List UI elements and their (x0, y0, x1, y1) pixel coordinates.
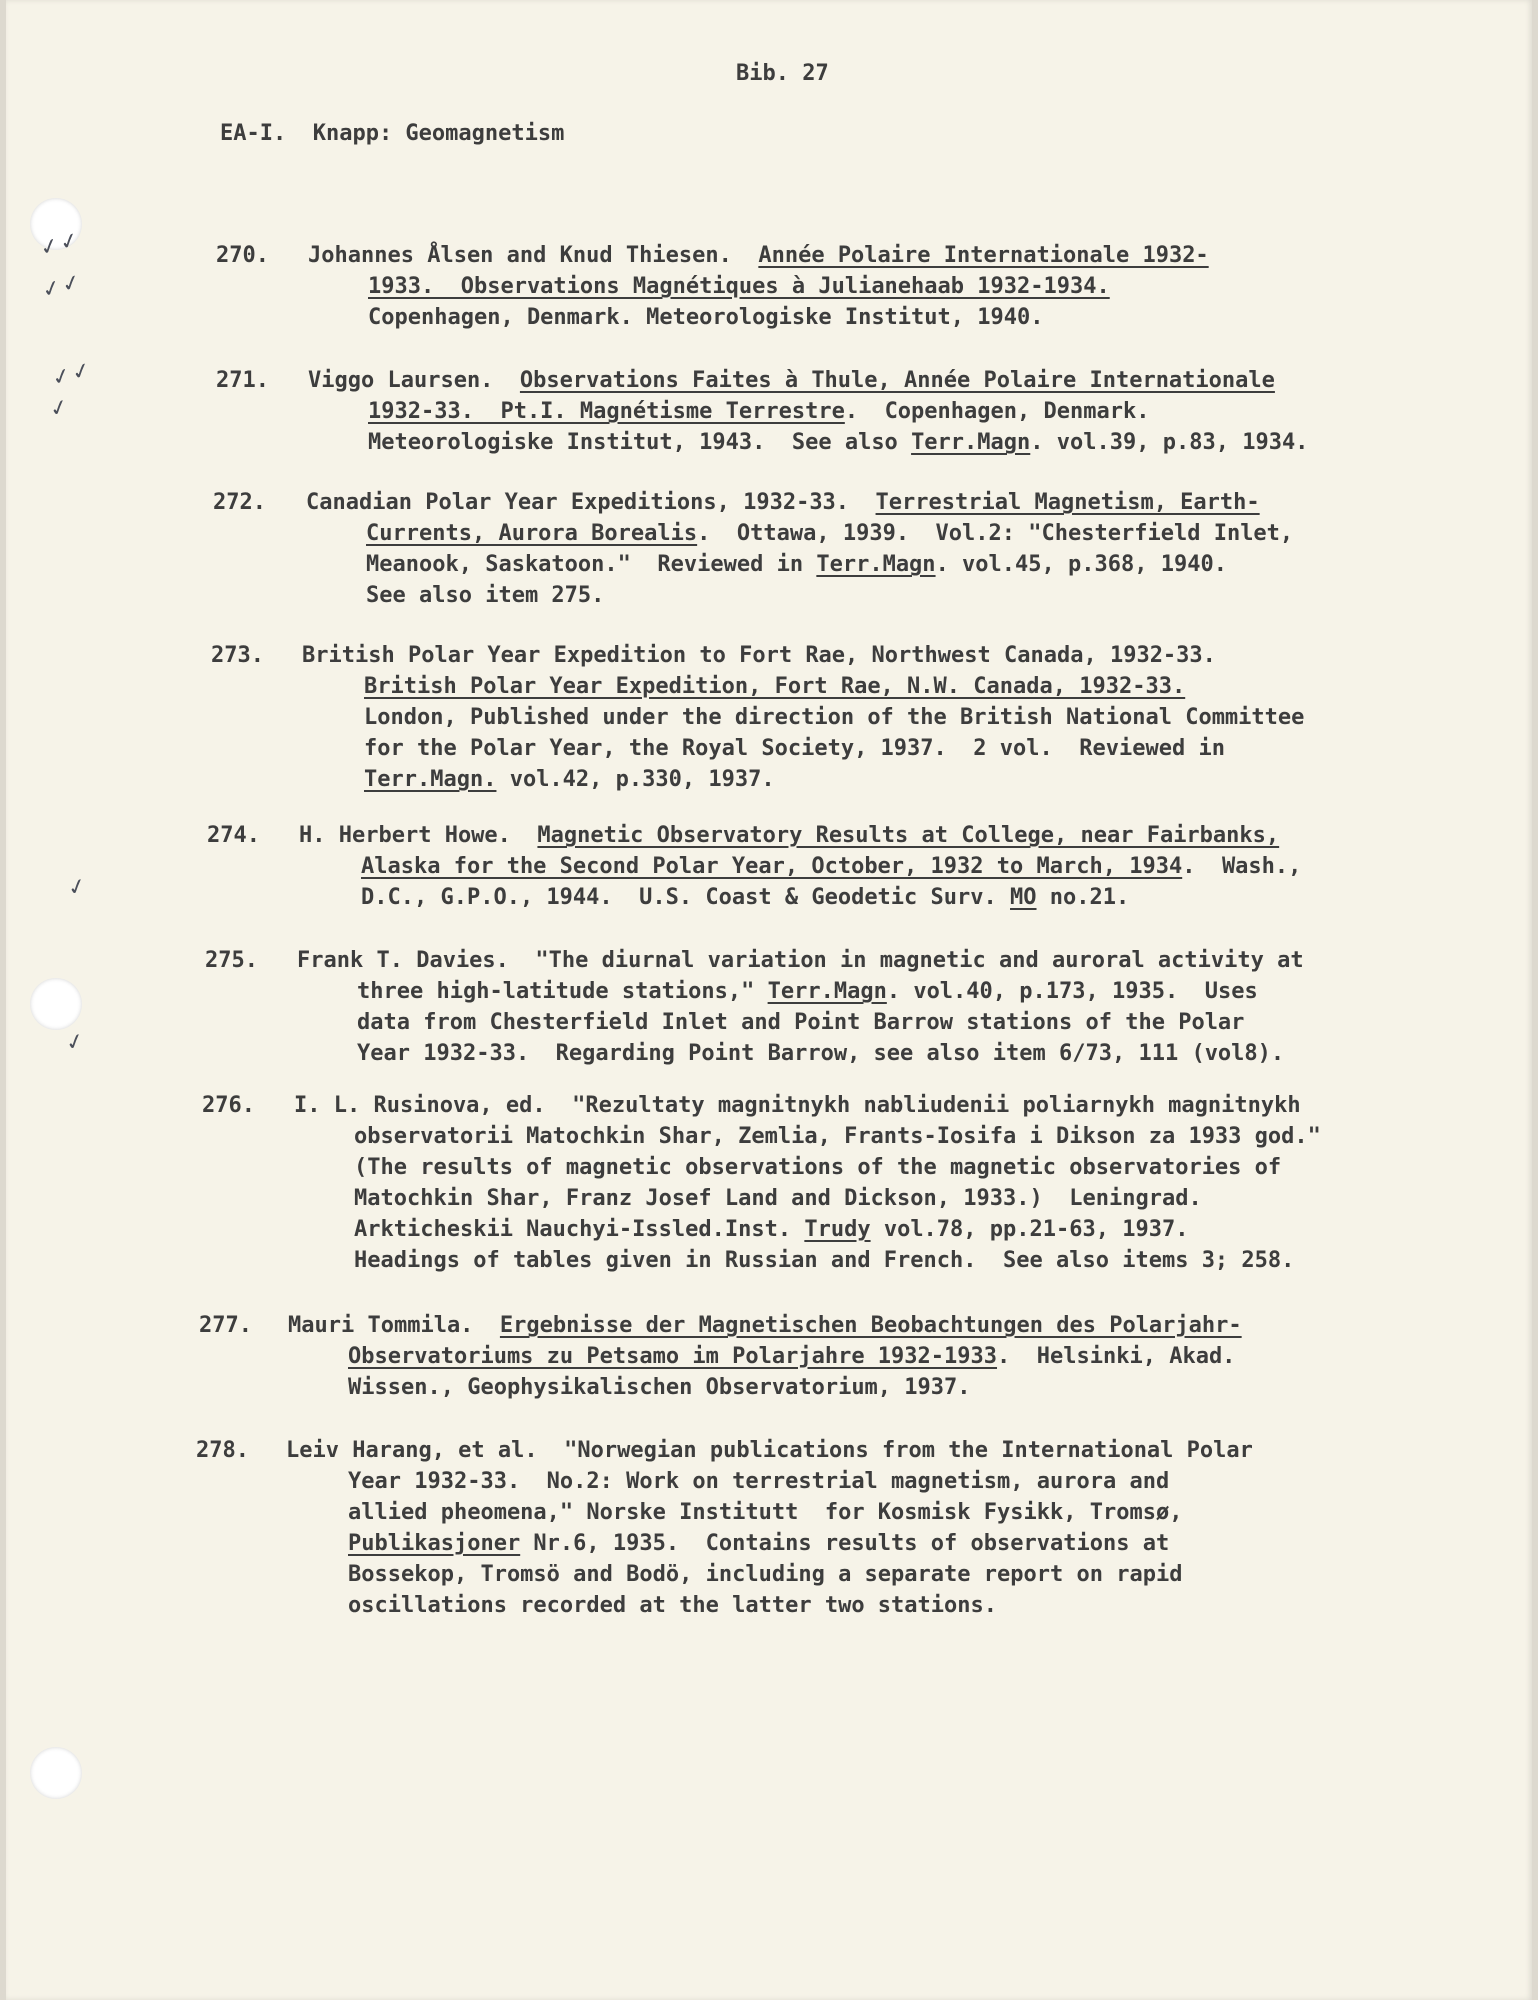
entry-number: 275. (205, 948, 258, 973)
entry-text: . Wash., (1182, 854, 1302, 879)
entry-text: I. L. Rusinova, ed. "Rezultaty magnitnykh nabliudenii poliarnykh magnitnykh (294, 1093, 1301, 1118)
entry-line (354, 1121, 1321, 1152)
entry-line (366, 518, 1293, 549)
entry-text: vol.42, p.330, 1937. (496, 767, 775, 792)
entry-line (308, 365, 1275, 396)
entry-text: data from Chesterfield Inlet and Point Barrow stations of the Polar (357, 1010, 1245, 1035)
entry-text: Meteorologiske Institut, 1943. See also (368, 430, 912, 455)
entry-text: Canadian Polar Year Expeditions, 1932-33. (306, 490, 876, 515)
entry-line (368, 396, 1149, 427)
entry-text: . vol.45, p.368, 1940. (935, 552, 1227, 577)
entry-text: vol.78, pp.21-63, 1937. (870, 1217, 1189, 1242)
entry-line (366, 580, 604, 611)
entry-line (348, 1466, 1169, 1497)
entry-line (361, 882, 1129, 913)
entry-text: Meanook, Saskatoon." Reviewed in (366, 552, 817, 577)
entry-text: Copenhagen, Denmark. Meteorologiske Institut, 1940. (368, 305, 1044, 330)
binder-hole (30, 1747, 82, 1799)
entry-text: three high-latitude stations," (357, 979, 768, 1004)
check-mark: ✓✓ (37, 227, 84, 262)
entry-text: . vol.39, p.83, 1934. (1030, 430, 1309, 455)
entry-text: Viggo Laursen. (308, 368, 520, 393)
entry-line (348, 1372, 971, 1403)
entry-line (348, 1590, 997, 1621)
underlined-title: MO (1010, 885, 1037, 910)
underlined-title: 1932-33. Pt.I. Magnétisme Terrestre (368, 399, 845, 424)
entry-number: 273. (211, 643, 264, 668)
entry-line (348, 1341, 1235, 1372)
entry-line (294, 1090, 1301, 1121)
entry-text: Mauri Tommila. (288, 1313, 500, 1338)
underlined-title: British Polar Year Expedition, Fort Rae, N.W. Canada, 1932-33. (364, 674, 1186, 699)
entry-text: Nr.6, 1935. Contains results of observations at (520, 1531, 1170, 1556)
entry-text: for the Polar Year, the Royal Society, 1937. 2 vol. Reviewed in (364, 736, 1225, 761)
entry-line (306, 487, 1260, 518)
binder-hole (30, 978, 82, 1030)
entry-text: allied pheomena," Norske Institutt for Kosmisk Fysikk, Tromsø, (348, 1500, 1183, 1525)
entry-text: no.21. (1036, 885, 1130, 910)
entry-number: 277. (199, 1313, 252, 1338)
check-mark: ✓ (63, 1027, 90, 1058)
entry-number: 272. (213, 490, 266, 515)
section-header: EA-I. Knapp: Geomagnetism (220, 121, 565, 146)
entry-line (299, 820, 1279, 851)
document-page (6, 0, 1532, 2000)
entry-line (368, 427, 1308, 458)
entry-number: 278. (196, 1438, 249, 1463)
check-mark: ✓ (65, 872, 92, 903)
entry-text: Arkticheskii Nauchyi-Issled.Inst. (354, 1217, 805, 1242)
entry-line (357, 976, 1258, 1007)
entry-line (354, 1152, 1281, 1183)
entry-text: D.C., G.P.O., 1944. U.S. Coast & Geodetic Surv. (361, 885, 1011, 910)
entry-line (302, 640, 1216, 671)
entry-text: Johannes Ålsen and Knud Thiesen. (308, 243, 759, 268)
underlined-title: Terr.Magn (767, 979, 887, 1004)
entry-text: Frank T. Davies. "The diurnal variation in magnetic and auroral activity at (297, 948, 1304, 973)
entry-line (354, 1245, 1294, 1276)
entry-text: oscillations recorded at the latter two stations. (348, 1593, 998, 1618)
entry-text: H. Herbert Howe. (299, 823, 538, 848)
entry-line (368, 271, 1110, 302)
entry-line (354, 1214, 1188, 1245)
check-mark: ✓✓ (39, 269, 86, 304)
entry-text: . Helsinki, Akad. (997, 1344, 1236, 1369)
check-mark: ✓ (47, 393, 74, 424)
entry-number: 276. (202, 1093, 255, 1118)
entry-line (364, 702, 1304, 733)
entry-text: London, Published under the direction of the British National Committee (364, 705, 1305, 730)
entry-text: . vol.40, p.173, 1935. Uses (886, 979, 1258, 1004)
entry-text: Bossekop, Tromsö and Bodö, including a separate report on rapid (348, 1562, 1183, 1587)
entry-text: observatorii Matochkin Shar, Zemlia, Frants-Iosifa i Dikson za 1933 god." (354, 1124, 1321, 1149)
entry-text: Leiv Harang, et al. "Norwegian publications from the International Polar (286, 1438, 1253, 1463)
entry-line (286, 1435, 1253, 1466)
entry-text: Matochkin Shar, Franz Josef Land and Dickson, 1933.) Leningrad. (354, 1186, 1202, 1211)
underlined-title: Alaska for the Second Polar Year, October, 1932 to March, 1934 (361, 854, 1183, 879)
underlined-title: Magnetic Observatory Results at College, near Fairbanks, (537, 823, 1280, 848)
underlined-title: Currents, Aurora Borealis (366, 521, 698, 546)
entry-line (364, 671, 1185, 702)
underlined-title: Terr.Magn (816, 552, 936, 577)
underlined-title: Ergebnisse der Magnetischen Beobachtungen des Polarjahr- (499, 1313, 1242, 1338)
entry-line (308, 240, 1209, 271)
entry-text: (The results of magnetic observations of the magnetic observatories of (354, 1155, 1282, 1180)
page-number: Bib. 27 (736, 61, 829, 86)
underlined-title: Année Polaire Internationale 1932- (758, 243, 1209, 268)
underlined-title: Observations Faites à Thule, Année Polaire Internationale (519, 368, 1275, 393)
entry-line (357, 1038, 1284, 1069)
entry-line (288, 1310, 1242, 1341)
underlined-title: Observatoriums zu Petsamo im Polarjahre 1932-1933 (348, 1344, 998, 1369)
underlined-title: Terrestrial Magnetism, Earth- (875, 490, 1260, 515)
entry-line (354, 1183, 1202, 1214)
entry-text: Wissen., Geophysikalischen Observatorium, 1937. (348, 1375, 971, 1400)
entry-line (368, 302, 1044, 333)
underlined-title: Trudy (804, 1217, 871, 1242)
entry-line (348, 1497, 1182, 1528)
entry-text: British Polar Year Expedition to Fort Rae, Northwest Canada, 1932-33. (302, 643, 1216, 668)
underlined-title: 1933. Observations Magnétiques à Julianehaab 1932-1934. (368, 274, 1110, 299)
underlined-title: Terr.Magn. (364, 767, 497, 792)
entry-line (297, 945, 1304, 976)
entry-line (348, 1559, 1182, 1590)
entry-line (348, 1528, 1169, 1559)
entry-line (361, 851, 1301, 882)
underlined-title: Terr.Magn (911, 430, 1031, 455)
entry-line (366, 549, 1227, 580)
entry-number: 270. (216, 243, 269, 268)
entry-text: . Ottawa, 1939. Vol.2: "Chesterfield Inlet, (697, 521, 1294, 546)
entry-text: Headings of tables given in Russian and French. See also items 3; 258. (354, 1248, 1295, 1273)
entry-text: Year 1932-33. No.2: Work on terrestrial magnetism, aurora and (348, 1469, 1170, 1494)
entry-text: . Copenhagen, Denmark. (844, 399, 1150, 424)
entry-number: 274. (207, 823, 260, 848)
entry-text: See also item 275. (366, 583, 605, 608)
check-mark: ✓✓ (49, 357, 96, 392)
entry-line (364, 764, 775, 795)
underlined-title: Publikasjoner (348, 1531, 521, 1556)
entry-text: Year 1932-33. Regarding Point Barrow, see also item 6/73, 111 (vol8). (357, 1041, 1285, 1066)
entry-line (364, 733, 1225, 764)
entry-line (357, 1007, 1244, 1038)
entry-number: 271. (216, 368, 269, 393)
